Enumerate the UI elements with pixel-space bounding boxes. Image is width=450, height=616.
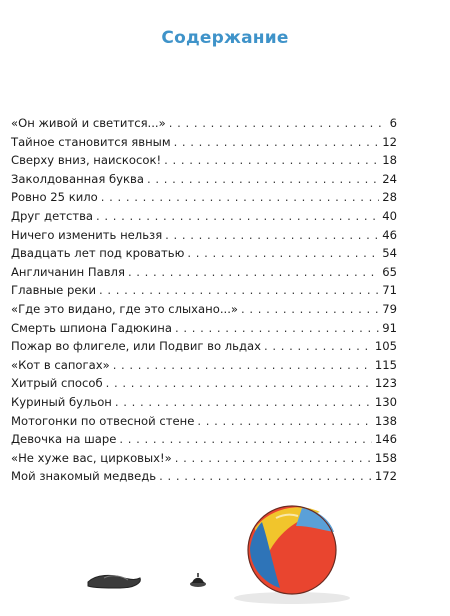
toc-leader-dots <box>175 449 372 468</box>
toc-entry-title: Куриный бульон <box>11 394 112 409</box>
toc-leader-dots <box>113 356 372 375</box>
toc-leader-dots <box>175 319 379 338</box>
toc-leader-dots <box>147 170 379 189</box>
toc-leader-dots <box>164 151 379 170</box>
toc-entry-page: 6 <box>389 116 397 130</box>
toc-leader-dots <box>96 207 379 226</box>
toc-entry <box>11 412 397 431</box>
illustration <box>0 470 450 616</box>
toc-entry-title: Двадцать лет под кроватью <box>11 246 185 261</box>
toc-entry-page: 71 <box>382 283 397 298</box>
toc-entry-title: «Кот в сапогах» <box>11 357 110 372</box>
toc-leader-dots <box>241 300 379 319</box>
toc-entry-page: 105 <box>374 339 397 354</box>
toc-entry <box>11 263 397 282</box>
toc-entry <box>11 114 397 133</box>
toc-entry-page: 46 <box>382 227 397 242</box>
toc-leader-dots <box>106 374 372 393</box>
toc-entry <box>11 281 397 300</box>
toc-entry-page: 24 <box>382 171 397 186</box>
toc-entry <box>11 188 397 207</box>
table-of-contents <box>11 114 397 486</box>
toc-entry-title: Смерть шпиона Гадюкина <box>11 320 172 335</box>
toc-entry-title: Девочка на шаре <box>11 432 117 447</box>
toc-leader-dots <box>128 263 379 282</box>
toc-entry-page: 91 <box>382 320 397 335</box>
toc-entry <box>11 244 397 263</box>
toc-leader-dots <box>187 244 379 263</box>
slipper-icon <box>88 575 140 588</box>
toc-entry-page: 28 <box>382 190 397 205</box>
toc-leader-dots <box>174 133 380 152</box>
toc-entry-page: 12 <box>382 134 397 149</box>
toc-entry <box>11 337 397 356</box>
toc-leader-dots <box>165 226 379 245</box>
toc-entry-page: 54 <box>382 246 397 261</box>
toc-entry <box>11 356 397 375</box>
toc-entry-page: 79 <box>382 301 397 316</box>
toc-entry-page: 123 <box>374 376 397 391</box>
toc-entry-title: Мой знакомый медведь <box>11 469 157 484</box>
toc-entry-page: 138 <box>374 413 397 428</box>
toc-entry-title: Друг детства <box>11 208 94 223</box>
toc-leader-dots <box>99 281 379 300</box>
toc-entry <box>11 319 397 338</box>
toc-entry <box>11 300 397 319</box>
toc-entry-page: 146 <box>374 432 397 447</box>
toc-entry <box>11 449 397 468</box>
toc-entry-title: Ничего изменить нельзя <box>11 227 163 242</box>
toc-entry <box>11 151 397 170</box>
toc-entry <box>11 226 397 245</box>
toc-entry-page: 130 <box>374 394 397 409</box>
toc-entry-page: 172 <box>374 469 397 484</box>
toc-leader-dots <box>119 430 372 449</box>
toc-leader-dots <box>264 337 372 356</box>
toc-leader-dots <box>169 114 387 133</box>
toc-entry <box>11 207 397 226</box>
toc-entry-page: 115 <box>374 357 397 372</box>
toc-leader-dots <box>115 393 372 412</box>
toc-entry <box>11 170 397 189</box>
toc-entry-title: Заколдованная буква <box>11 171 144 186</box>
toc-entry-title: Главные реки <box>11 283 97 298</box>
toc-entry-page: 18 <box>382 153 397 168</box>
ball-icon <box>234 506 350 604</box>
toc-entry <box>11 430 397 449</box>
toc-entry-title: Тайное становится явным <box>11 134 171 149</box>
toc-entry-page: 65 <box>382 264 397 279</box>
toc-entry-title: Пожар во флигеле, или Подвиг во льдах <box>11 339 261 354</box>
toc-entry-title: «Он живой и светится...» <box>11 116 166 130</box>
toc-entry-title: Ровно 25 кило <box>11 190 98 205</box>
toc-entry-title: «Не хуже вас, цирковых!» <box>11 450 172 465</box>
toc-entry-title: Хитрый способ <box>11 376 103 391</box>
toc-leader-dots <box>101 188 379 207</box>
toc-entry <box>11 393 397 412</box>
spinning-top-icon <box>190 573 206 587</box>
toc-entry-title: Сверху вниз, наискосок! <box>11 153 162 168</box>
toc-entry-title: Мотогонки по отвесной стене <box>11 413 195 428</box>
toc-entry-title: «Где это видано, где это слыхано...» <box>11 301 238 316</box>
toc-entry <box>11 374 397 393</box>
page-title: Содержание <box>161 28 289 48</box>
toc-entry-page: 40 <box>382 208 397 223</box>
toc-entry-title: Англичанин Павля <box>11 264 125 279</box>
toc-entry <box>11 133 397 152</box>
toc-entry-page: 158 <box>374 450 397 465</box>
toc-leader-dots <box>197 412 372 431</box>
